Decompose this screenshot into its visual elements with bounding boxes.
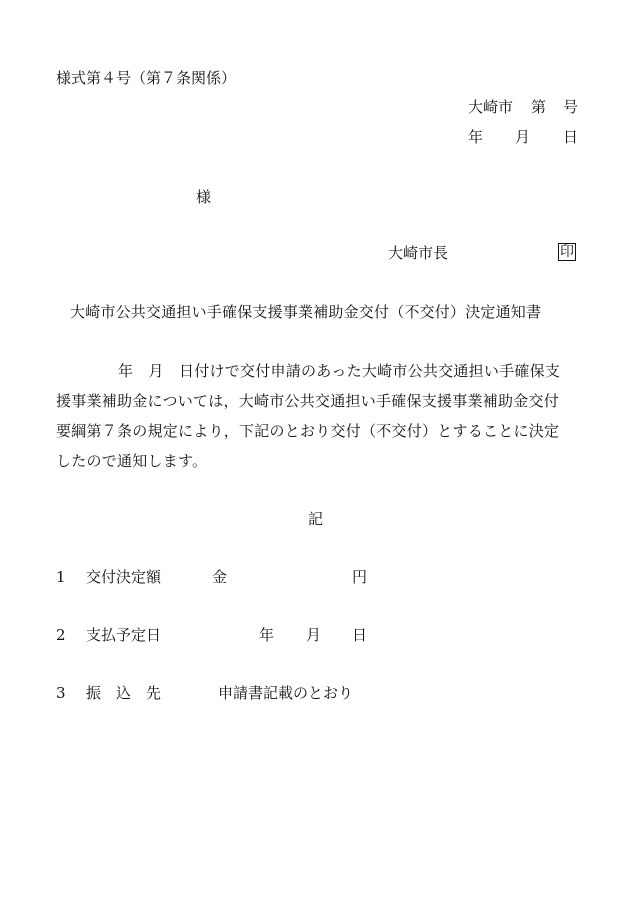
document-number-city: 大崎市: [468, 98, 514, 116]
item-3-label: 振 込 先: [86, 684, 162, 702]
document-title: 大崎市公共交通担い手確保支援事業補助金交付（不交付）決定通知書: [70, 303, 542, 321]
item-1-kin: 金: [212, 568, 228, 586]
item-3-number: 3: [56, 684, 66, 702]
document-number-prefix: 第: [531, 98, 547, 116]
ki-heading: 記: [308, 510, 324, 528]
seal-mark: 印: [560, 244, 574, 260]
form-number: 様式第４号（第７条関係）: [56, 69, 237, 87]
item-1-yen: 円: [352, 568, 368, 586]
body-line-1: 年 月 日付けで交付申請のあった大崎市公共交通担い手確保支: [118, 362, 561, 380]
item-1-label: 交付決定額: [86, 568, 162, 586]
document-number-suffix: 号: [563, 98, 579, 116]
item-1-number: 1: [56, 568, 66, 586]
item-2-year-label: 年: [259, 626, 275, 644]
date-month-label: 月: [515, 128, 531, 146]
item-2-day-label: 日: [352, 626, 368, 644]
body-line-3: 要綱第７条の規定により，下記のとおり交付（不交付）とすることに決定: [56, 422, 560, 440]
item-2-number: 2: [56, 626, 66, 644]
sender-title: 大崎市長: [388, 244, 449, 262]
body-line-2: 援事業補助金については，大崎市公共交通担い手確保支援事業補助金交付: [56, 392, 559, 410]
item-2-label: 支払予定日: [86, 626, 162, 644]
addressee-honorific: 様: [196, 188, 212, 206]
body-line-4: したので通知します。: [56, 452, 208, 470]
item-2-month-label: 月: [306, 626, 322, 644]
date-year-label: 年: [468, 128, 484, 146]
item-3-value: 申請書記載のとおり: [218, 684, 354, 702]
date-day-label: 日: [563, 128, 579, 146]
